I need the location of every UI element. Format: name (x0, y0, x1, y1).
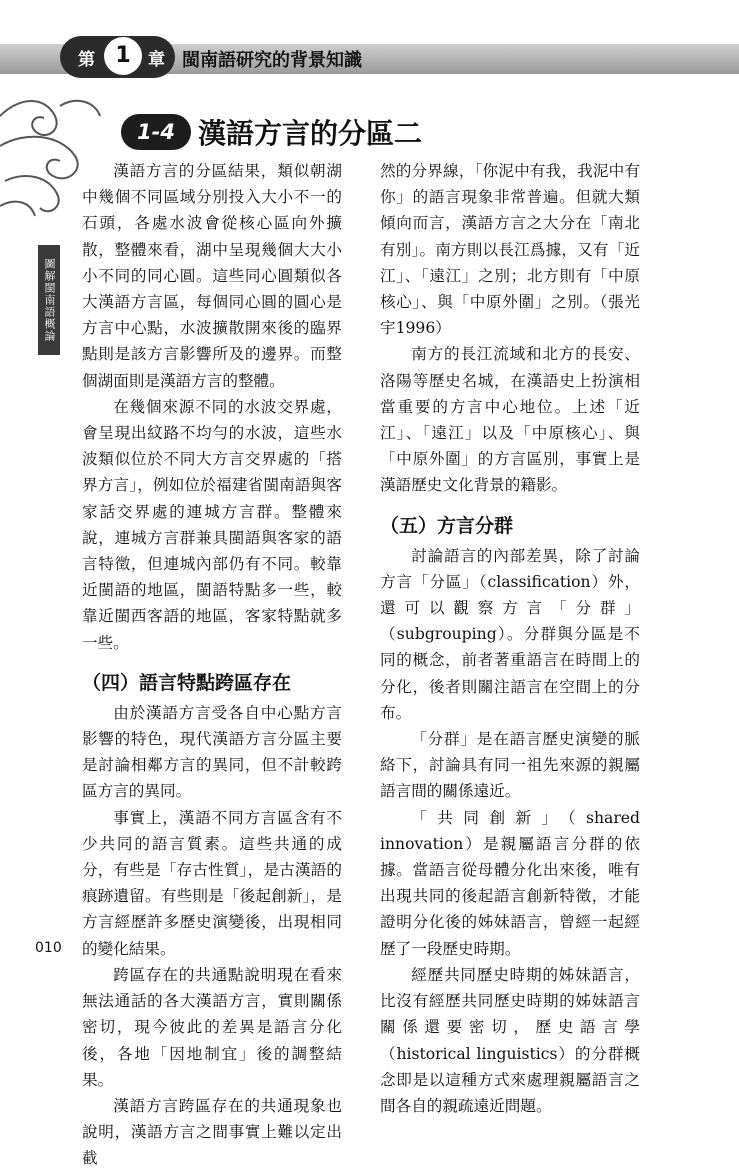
chapter-number: 1 (104, 37, 142, 75)
subsection-heading: （四）語言特點跨區存在 (82, 671, 292, 694)
paragraph: 漢語方言的分區結果，類似朝湖中幾個不同區域分別投入大小不一的石頭，各處水波會從核心區向外擴散，整體來看，湖中呈現幾個大大小小不同的同心圓。這些同心圓類似各大漢語方言區，每個同心圓的圓心是方言中心點，水波擴散開來後的臨界點則是該方言影響所及的邊界。而整個湖面則是漢語方言的整體。 (82, 162, 342, 390)
side-tab: 圖解閩南語概論 (38, 245, 60, 355)
paragraph: 「共同創新」（shared innovation）是親屬語言分群的依據。當語言從母體分化出來後，唯有出現共同的後起語言創新特徵，才能證明分化後的姊妹語言，曾經一起經歷了一段歷史時期。 (380, 808, 640, 958)
section-badge: 1-4 (121, 114, 191, 150)
paragraph: 經歷共同歷史時期的姊妹語言，比沒有經歷共同歷史時期的姊妹語言關係還要密切，歷史語言學（historical linguistics）的分群概念即是以這種方式來處理親屬語言之間各自的親疏遠近問題。 (380, 965, 640, 1115)
paragraph: 討論語言的內部差異，除了討論方言「分區」（classification）外，還可以觀察方言「分群」（subgrouping）。分群與分區是不同的概念，前者著重語言在時間上的分化，後者則關注語言在空間上的分布。 (380, 546, 640, 722)
paragraph: 「分群」是在語言歷史演變的脈絡下，討論具有同一祖先來源的親屬語言間的關係遠近。 (380, 730, 640, 801)
paragraph: 由於漢語方言受各自中心點方言影響的特色，現代漢語方言分區主要是討論相鄰方言的異同，但不計較跨區方言的異同。 (82, 703, 342, 801)
paragraph: 跨區存在的共通點說明現在看來無法通話的各大漢語方言，實則關係密切，現今彼此的差異是語言分化後，各地「因地制宜」後的調整結果。 (82, 965, 342, 1089)
left-column (82, 158, 342, 1172)
paragraph: 南方的長江流域和北方的長安、洛陽等歷史名城，在漢語史上扮演相當重要的方言中心地位。上述「近江」、「遠江」以及「中原核心」、與「中原外圍」的方言區別，事實上是漢語歷史文化背景的籍影。 (380, 345, 640, 495)
paragraph: 事實上，漢語不同方言區含有不少共同的語言質素。這些共通的成分，有些是「存古性質」，是古漢語的痕跡遺留。有些則是「後起創新」，是方言經歷許多歷史演變後，出現相同的變化結果。 (82, 808, 342, 958)
paragraph: 在幾個來源不同的水波交界處，會呈現出紋路不均勻的水波，這些水波類似位於不同大方言交界處的「搭界方言」，例如位於福建省閩南語與客家話交界處的連城方言群。整體來說，連城方言群兼具閩語與客家的語言特徵，但連城內部仍有不同。較靠近閩語的地區，閩語特點多一些，較靠近閩西客語的地區，客家特點就多一些。 (82, 397, 342, 652)
chapter-prefix: 第 (78, 50, 95, 70)
chapter-title: 閩南語研究的背景知識 (182, 50, 362, 71)
section-title: 漢語方言的分區二 (198, 117, 423, 150)
chapter-suffix: 章 (148, 50, 165, 70)
subsection-heading: （五）方言分群 (380, 514, 514, 537)
right-column (380, 158, 640, 1119)
paragraph: 漢語方言跨區存在的共通現象也說明，漢語方言之間事實上難以定出截 (82, 1096, 342, 1168)
page-number: 010 (35, 940, 62, 956)
paragraph: 然的分界線，「你泥中有我，我泥中有你」的語言現象非常普遍。但就大類傾向而言，漢語方言之大分在「南北有別」。南方則以長江爲據，又有「近江」、「遠江」之別；北方則有「中原核心」、與「中原外圍」之別。（張光宇1996） (380, 162, 640, 338)
